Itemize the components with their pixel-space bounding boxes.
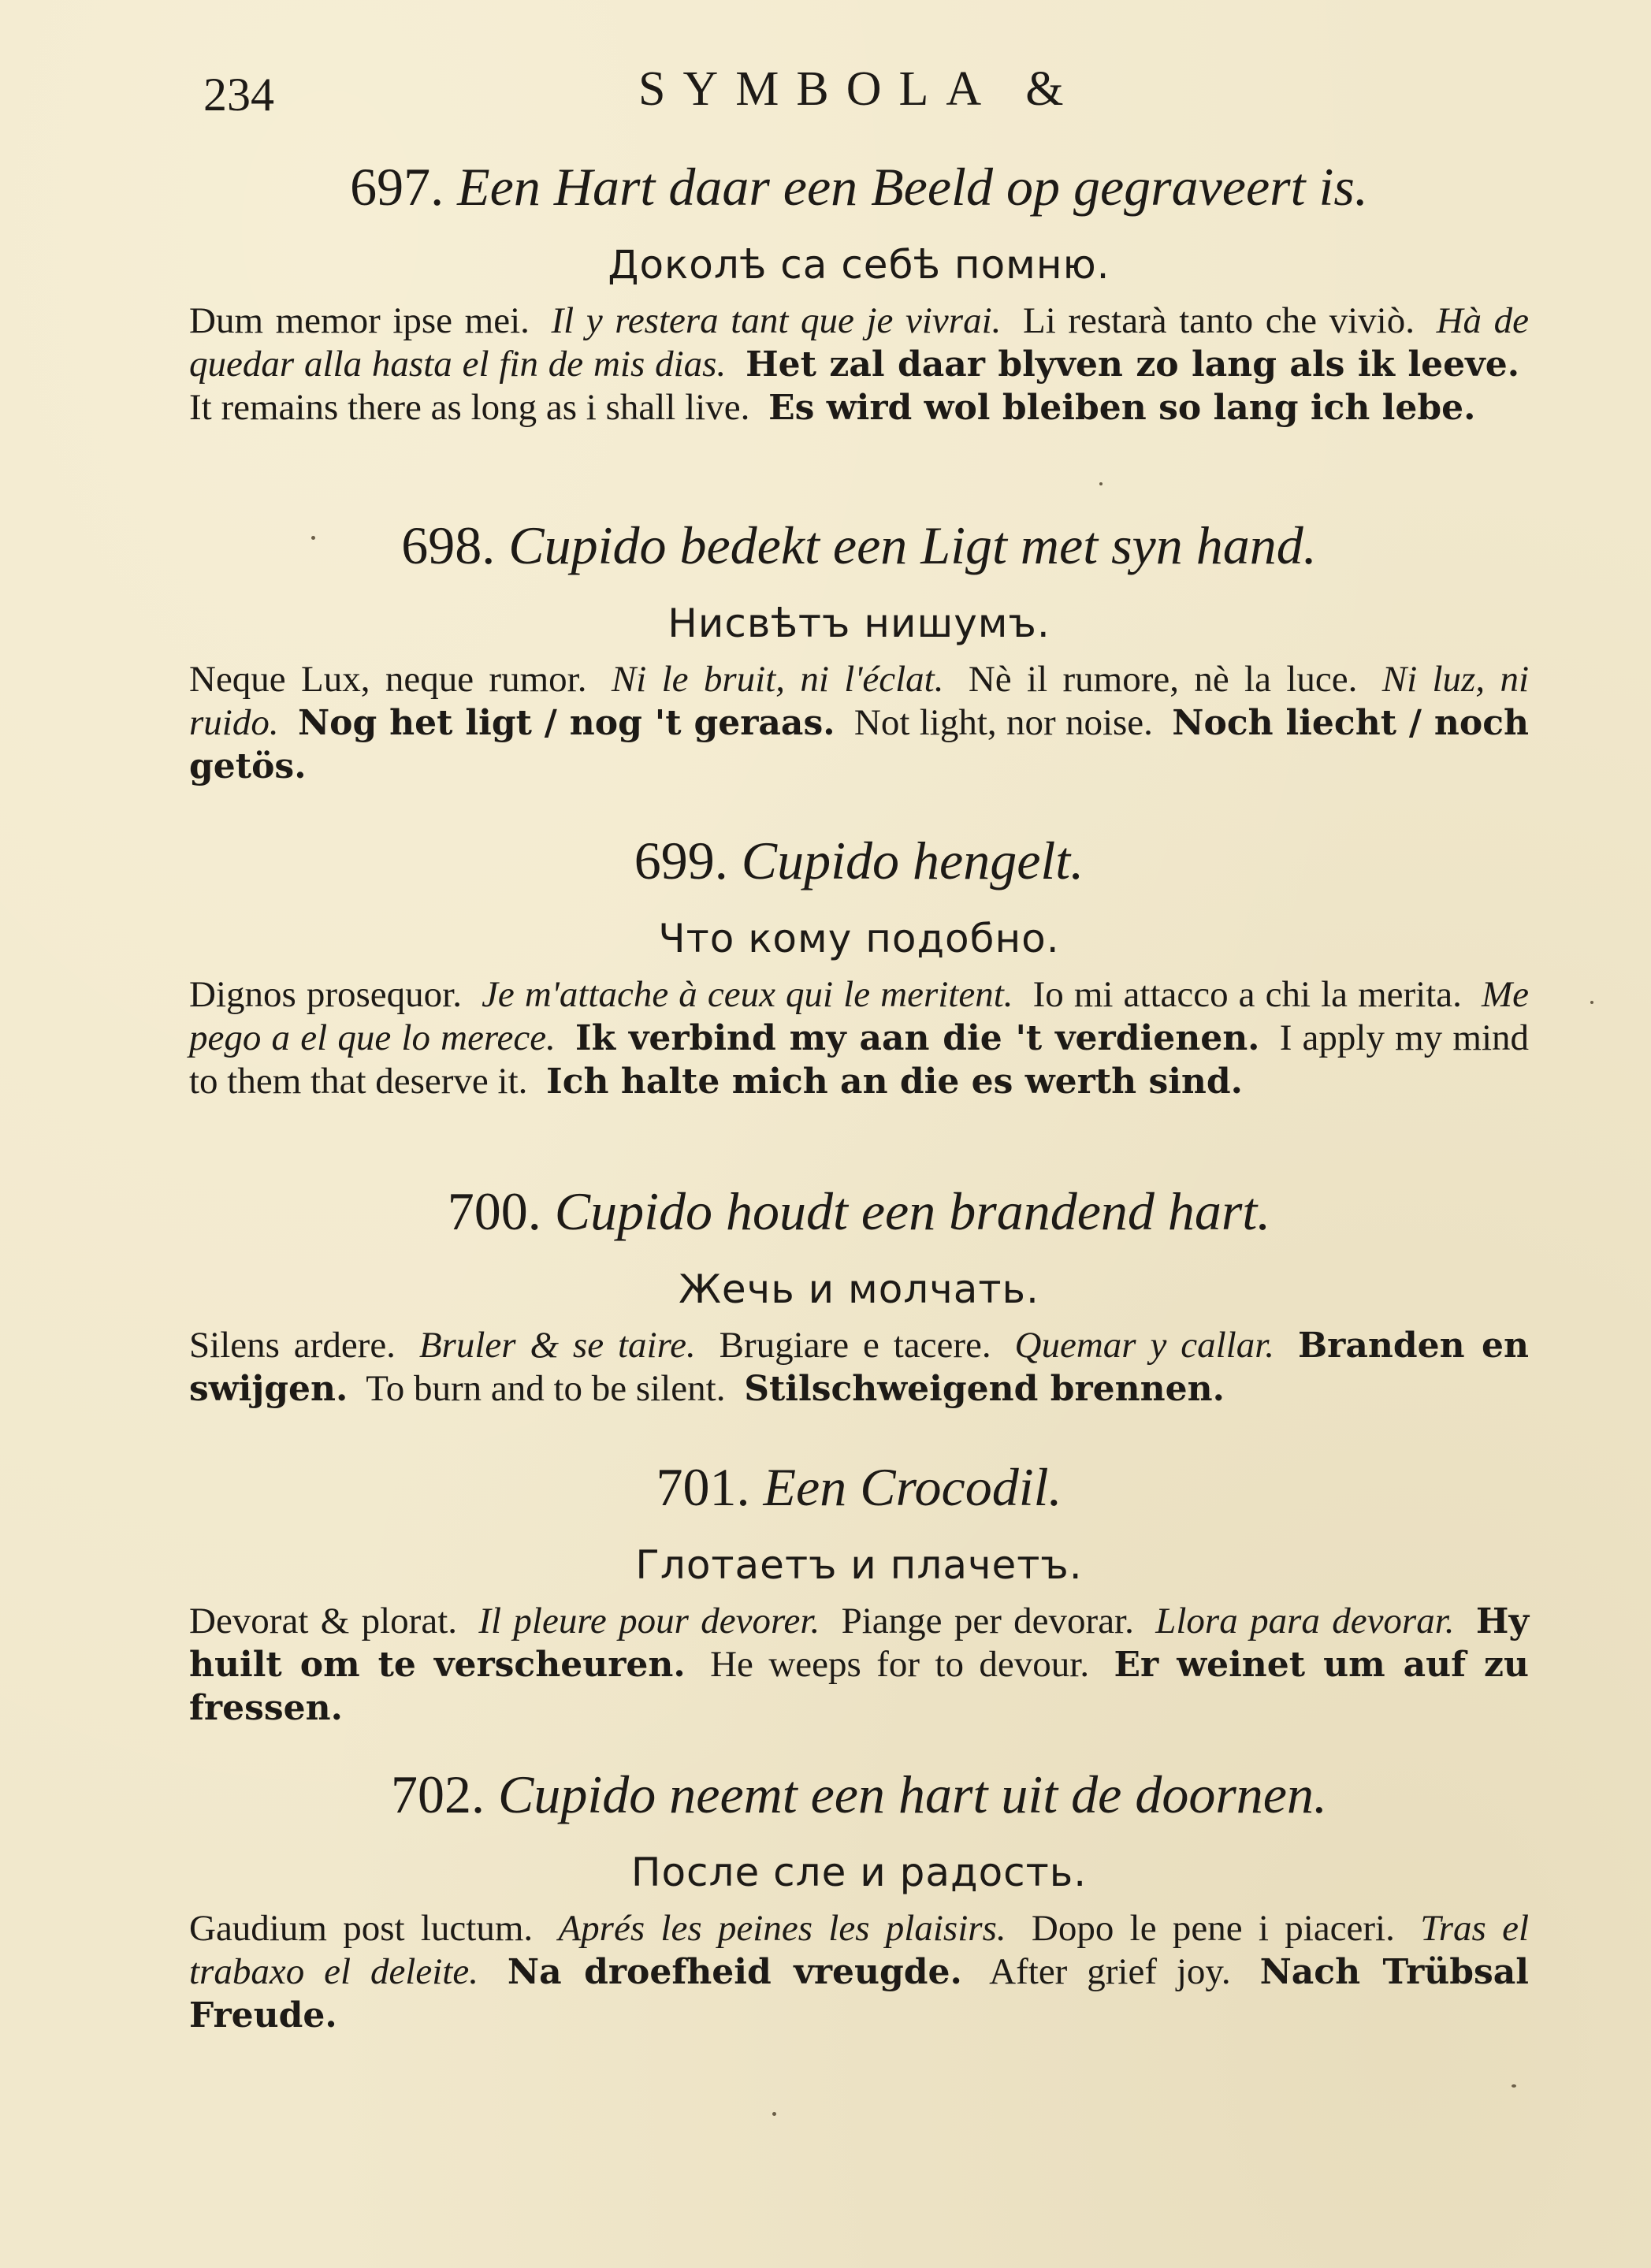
emblem-entry: [189, 1182, 1529, 1411]
church-slavonic-motto: После сле и радость.: [630, 1849, 1088, 1895]
entry-title: Cupido houdt een brandend hart.: [554, 1181, 1271, 1241]
spanish-text: Me pego a el que lo merece.: [189, 973, 1529, 1058]
running-head: SYMBOLA &: [638, 62, 1081, 116]
paper-speck: [1099, 482, 1103, 485]
emblem-entry: [189, 516, 1529, 788]
entry-number: 698.: [401, 515, 496, 575]
church-slavonic-motto: Глотаетъ и плачетъ.: [635, 1541, 1083, 1588]
latin-text: Neque Lux, neque rumor.: [189, 658, 587, 700]
latin-text: Dum memor ipse mei.: [189, 299, 530, 341]
translations: [189, 658, 1529, 788]
page-number: 234: [203, 69, 274, 121]
church-slavonic-motto: Что кому подобно.: [658, 915, 1060, 961]
german-text: Ich halte mich an die es werth sind.: [546, 1061, 1244, 1102]
entry-heading: [189, 1182, 1529, 1241]
entry-heading: [189, 1458, 1529, 1517]
french-text: Il pleure pour devorer.: [478, 1600, 820, 1642]
entry-heading: [189, 1765, 1529, 1824]
translations: [189, 1324, 1529, 1411]
french-text: Ni le bruit, ni l'éclat.: [611, 658, 944, 700]
entry-heading: [189, 831, 1529, 890]
latin-text: Silens ardere.: [189, 1324, 396, 1366]
entry-number: 700.: [447, 1181, 541, 1241]
german-text: Stilschweigend brennen.: [744, 1368, 1225, 1409]
translations: [189, 299, 1529, 429]
paper-speck: [1512, 2084, 1516, 2088]
entry-title: Een Hart daar een Beeld op gegraveert is.: [457, 157, 1368, 217]
church-slavonic-motto: Нисвѣтъ нишумъ.: [667, 600, 1050, 646]
church-slavonic-motto: Доколѣ са себѣ помню.: [608, 241, 1110, 288]
paper-speck: [311, 536, 315, 540]
english-text: I apply my mind to them that deserve it.: [189, 1017, 1530, 1102]
dutch-text: Het zal daar blyven zo lang als ik leeve.: [746, 344, 1520, 385]
german-text: Noch liecht / noch getös.: [189, 702, 1530, 786]
translations: [189, 973, 1529, 1103]
dutch-text: Hy huilt om te verscheuren.: [189, 1601, 1530, 1685]
spanish-text: Hà de quedar alla hasta el fin de mis dias.: [189, 299, 1530, 385]
english-text: To burn and to be silent.: [366, 1367, 726, 1409]
translations: [189, 1907, 1529, 2037]
entry-number: 702.: [391, 1764, 485, 1824]
translations: [189, 1600, 1529, 1730]
entry-number: 699.: [634, 831, 728, 890]
entry-number: 697.: [350, 157, 444, 217]
dutch-text: Na droefheid vreugde.: [507, 1951, 962, 1992]
italian-text: Li restarà tanto che viviò.: [1023, 299, 1415, 341]
french-text: Bruler & se taire.: [418, 1324, 696, 1366]
entry-heading: [189, 516, 1529, 575]
spanish-text: Tras el trabaxo el deleite.: [189, 1907, 1530, 1992]
church-slavonic-motto: Жечь и молчать.: [679, 1266, 1039, 1312]
german-text: Es wird wol bleiben so lang ich lebe.: [768, 387, 1476, 428]
spanish-text: Quemar y callar.: [1014, 1324, 1275, 1366]
entry-title: Cupido hengelt.: [741, 831, 1084, 890]
entry-title: Cupido neemt een hart uit de doornen.: [498, 1764, 1327, 1824]
french-text: Aprés les peines les plaisirs.: [558, 1907, 1006, 1949]
english-text: After grief joy.: [989, 1950, 1231, 1992]
spanish-text: Llora para devorar.: [1155, 1600, 1455, 1642]
dutch-text: Nog het ligt / nog 't geraas.: [297, 702, 835, 743]
emblem-entry: [189, 158, 1529, 429]
italian-text: Nè il rumore, nè la luce.: [968, 658, 1358, 700]
paper-speck: [772, 2112, 776, 2116]
english-text: He weeps for to devour.: [710, 1643, 1090, 1685]
italian-text: Brugiare e tacere.: [719, 1324, 991, 1366]
italian-text: Dopo le pene i piaceri.: [1031, 1907, 1395, 1949]
italian-text: Io mi attacco a chi la merita.: [1032, 973, 1462, 1015]
entry-number: 701.: [656, 1457, 750, 1517]
italian-text: Piange per devorar.: [841, 1600, 1134, 1642]
german-text: Er weinet um auf zu fressen.: [189, 1644, 1530, 1728]
latin-text: Devorat & plorat.: [189, 1600, 458, 1642]
paper-speck: [1590, 1001, 1593, 1004]
french-text: Je m'attache à ceux qui le meritent.: [482, 973, 1013, 1015]
french-text: Il y restera tant que je vivrai.: [551, 299, 1002, 341]
emblem-entry: [189, 831, 1529, 1103]
german-text: Nach Trübsal Freude.: [189, 1951, 1530, 2036]
dutch-text: Branden en swijgen.: [189, 1325, 1530, 1409]
entry-title: Een Crocodil.: [763, 1457, 1062, 1517]
latin-text: Gaudium post luctum.: [189, 1907, 534, 1949]
english-text: Not light, nor noise.: [853, 701, 1153, 743]
emblem-entry: [189, 1765, 1529, 2037]
dutch-text: Ik verbind my aan die 't verdienen.: [575, 1017, 1260, 1058]
spanish-text: Ni luz, ni ruido.: [189, 658, 1529, 743]
entry-title: Cupido bedekt een Ligt met syn hand.: [508, 515, 1317, 575]
entry-heading: [189, 158, 1529, 217]
latin-text: Dignos prosequor.: [189, 973, 462, 1015]
emblem-entry: [189, 1458, 1529, 1730]
english-text: It remains there as long as i shall live.: [189, 386, 750, 428]
